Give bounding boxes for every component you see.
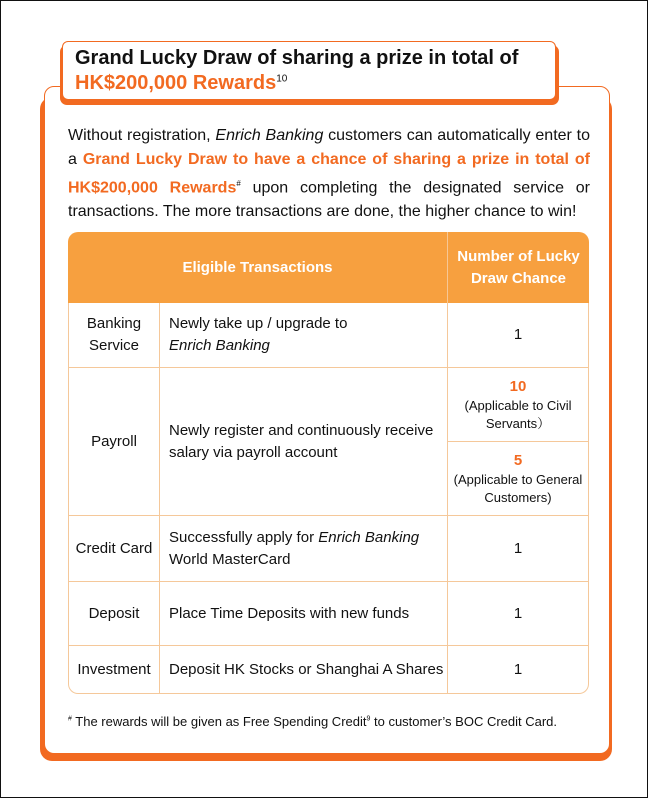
row-category-banking: Banking Service bbox=[68, 303, 160, 368]
footnote-mark: # bbox=[68, 715, 72, 723]
row-chances-credit: 1 bbox=[448, 516, 589, 582]
title-line-2 bbox=[75, 72, 287, 95]
row-category-investment: Investment bbox=[68, 646, 160, 694]
intro-brand: Enrich Banking bbox=[215, 127, 324, 144]
banking-desc-text: Newly take up / upgrade to bbox=[169, 315, 348, 332]
title-line-1: Grand Lucky Draw of sharing a prize in total of bbox=[75, 47, 519, 69]
row-category-credit: Credit Card bbox=[68, 516, 160, 582]
table-row bbox=[68, 646, 589, 694]
credit-desc-brand: Enrich Banking bbox=[318, 528, 420, 546]
intro-paragraph bbox=[68, 124, 590, 224]
banking-desc-brand: Enrich Banking bbox=[169, 337, 270, 354]
eligible-transactions-table bbox=[68, 232, 589, 694]
row-desc-payroll: Newly register and continuously receive salary via payroll account bbox=[160, 368, 448, 516]
table-row bbox=[68, 303, 589, 368]
intro-highlight-ref: # bbox=[236, 179, 241, 188]
table-row bbox=[68, 368, 589, 442]
row-chances-investment: 1 bbox=[448, 646, 589, 694]
row-desc-credit bbox=[160, 516, 448, 582]
intro-text-2: customers can automatically enter to a bbox=[68, 127, 590, 168]
row-chances-deposit: 1 bbox=[448, 582, 589, 646]
payroll-civil-note: (Applicable to Civil Servants） bbox=[464, 397, 572, 431]
row-chances-banking: 1 bbox=[448, 303, 589, 368]
intro-text-1: Without registration, bbox=[68, 127, 216, 144]
row-desc-deposit: Place Time Deposits with new funds bbox=[160, 582, 448, 646]
title-footnote-ref: 10 bbox=[276, 73, 288, 85]
title-box bbox=[62, 41, 556, 100]
credit-desc-text: Successfully apply for bbox=[169, 528, 319, 546]
table-row bbox=[68, 582, 589, 646]
table-row bbox=[68, 516, 589, 582]
footnote-text-2: to customer’s BOC Credit Card. bbox=[370, 714, 558, 729]
row-chances-payroll-general bbox=[448, 442, 589, 516]
payroll-general-chances: 5 bbox=[513, 451, 523, 469]
title-amount: HK$200,000 Rewards bbox=[75, 72, 277, 94]
payroll-civil-chances: 10 bbox=[509, 377, 527, 395]
intro-text-3: upon completing the designated service or transactions. The more transactions are done, the higher chance to win! bbox=[68, 179, 591, 221]
header-lucky-draw-chance: Number of Lucky Draw Chance bbox=[448, 232, 589, 303]
row-category-payroll: Payroll bbox=[68, 368, 160, 516]
row-category-deposit: Deposit bbox=[68, 582, 160, 646]
row-desc-investment: Deposit HK Stocks or Shanghai A Shares bbox=[160, 646, 448, 694]
footnote-ref: 9 bbox=[366, 715, 371, 723]
header-eligible-transactions: Eligible Transactions bbox=[68, 232, 448, 303]
row-chances-payroll-civil bbox=[448, 368, 589, 442]
footnote bbox=[68, 714, 557, 729]
table-header-row bbox=[68, 232, 589, 303]
row-desc-banking bbox=[160, 303, 448, 368]
payroll-general-note: (Applicable to General Customers) bbox=[453, 471, 583, 505]
intro-highlight: Grand Lucky Draw to have a chance of sharing a prize in total of HK$200,000 Rewards bbox=[68, 151, 591, 197]
credit-desc-card: World MasterCard bbox=[169, 550, 291, 568]
footnote-text-1: The rewards will be given as Free Spending Credit bbox=[71, 714, 367, 729]
